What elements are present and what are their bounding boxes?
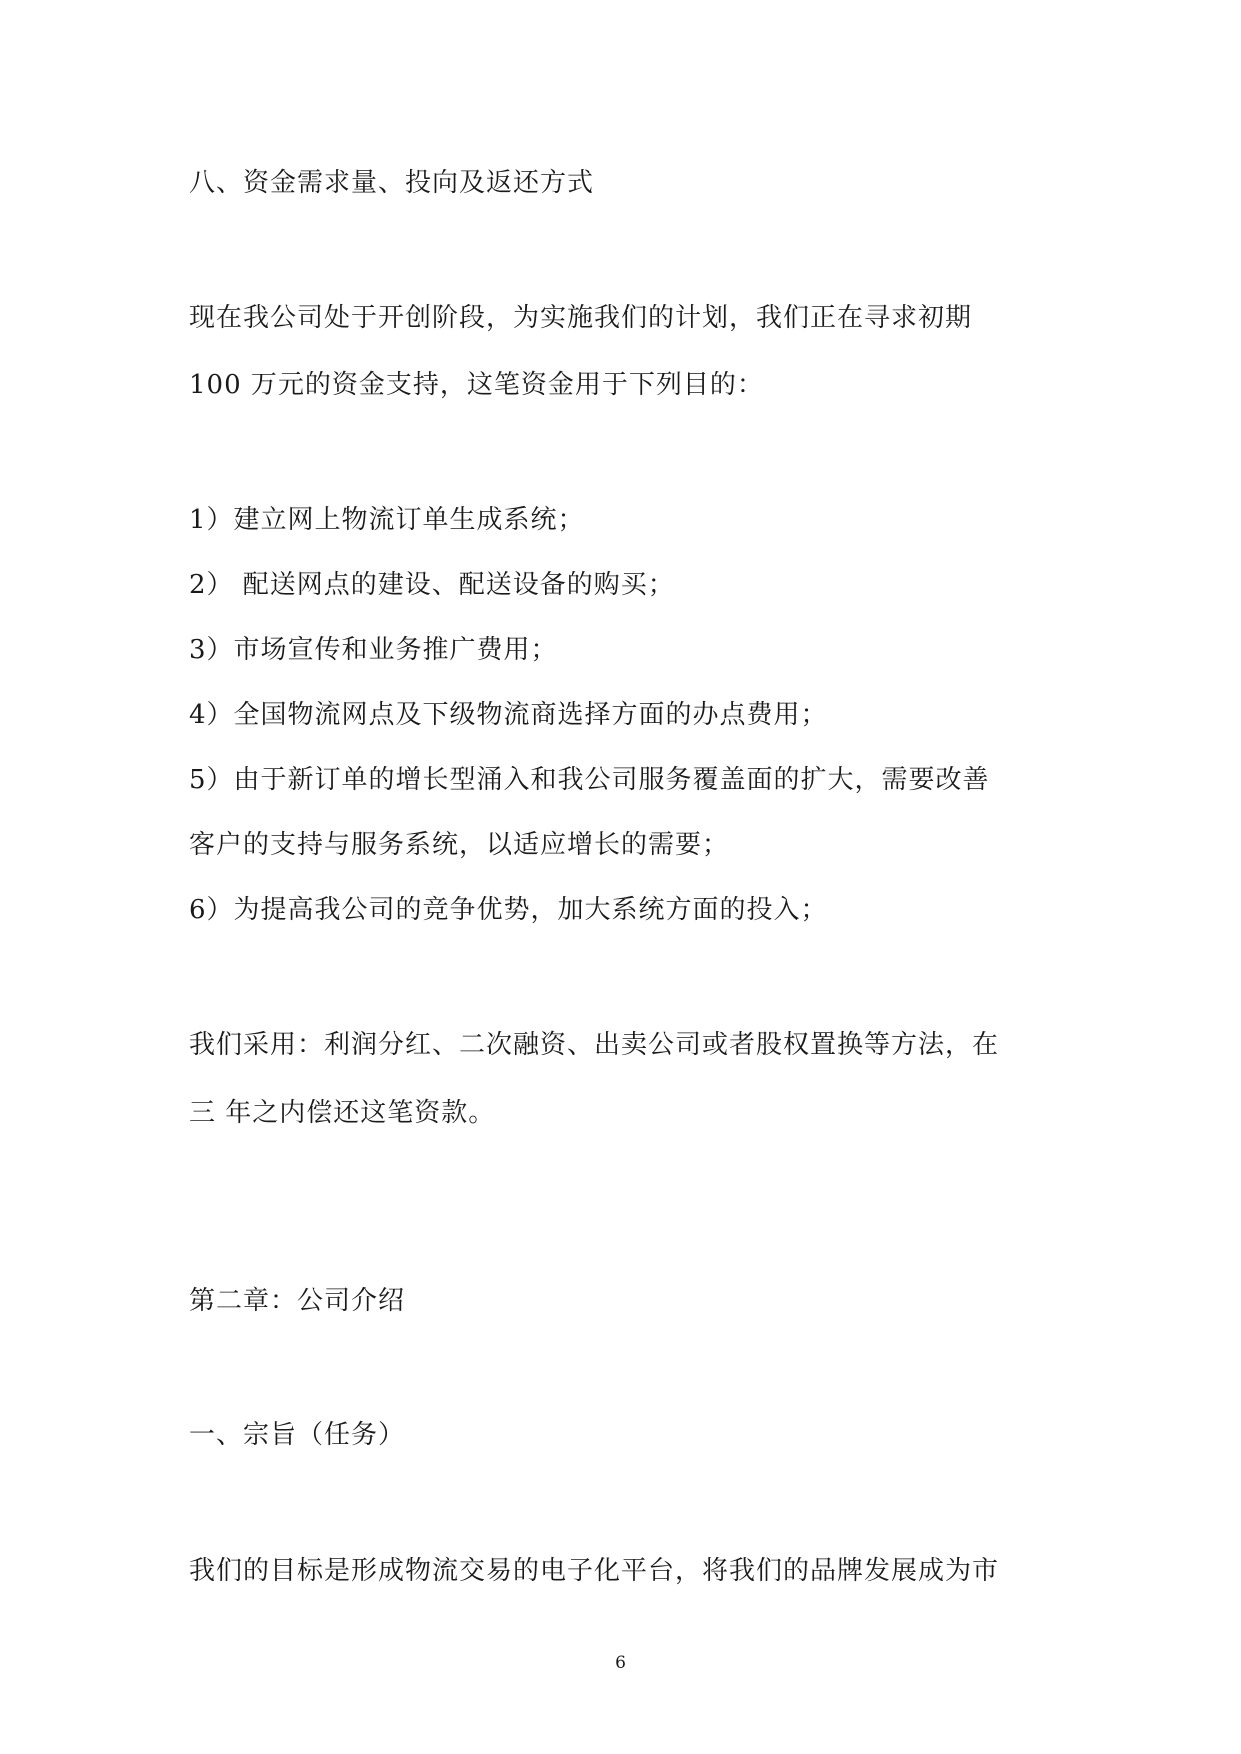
paragraph-line: 100 万元的资金支持，这笔资金用于下列目的： — [189, 370, 764, 400]
paragraph-line: 三 年之内偿还这笔资款。 — [189, 1098, 496, 1128]
section-heading-funding: 八、资金需求量、投向及返还方式 — [189, 168, 595, 198]
list-item: 1）建立网上物流订单生成系统； — [189, 505, 585, 535]
list-item: 客户的支持与服务系统，以适应增长的需要； — [189, 830, 730, 860]
paragraph-line: 我们采用：利润分红、二次融资、出卖公司或者股权置换等方法，在 — [189, 1030, 1000, 1060]
section-heading-mission: 一、宗旨（任务） — [189, 1420, 406, 1450]
page-number: 6 — [615, 1653, 626, 1673]
list-item: 3）市场宣传和业务推广费用； — [189, 635, 558, 665]
paragraph-line: 我们的目标是形成物流交易的电子化平台，将我们的品牌发展成为市 — [189, 1556, 1000, 1586]
list-item: 4）全国物流网点及下级物流商选择方面的办点费用； — [189, 700, 828, 730]
chapter-title: 第二章：公司介绍 — [189, 1286, 406, 1316]
list-item: 5）由于新订单的增长型涌入和我公司服务覆盖面的扩大，需要改善 — [189, 765, 990, 795]
list-item: 6）为提高我公司的竞争优势，加大系统方面的投入； — [189, 895, 828, 925]
paragraph-line: 现在我公司处于开创阶段，为实施我们的计划，我们正在寻求初期 — [189, 303, 973, 333]
list-item: 2） 配送网点的建设、配送设备的购买； — [189, 570, 675, 600]
